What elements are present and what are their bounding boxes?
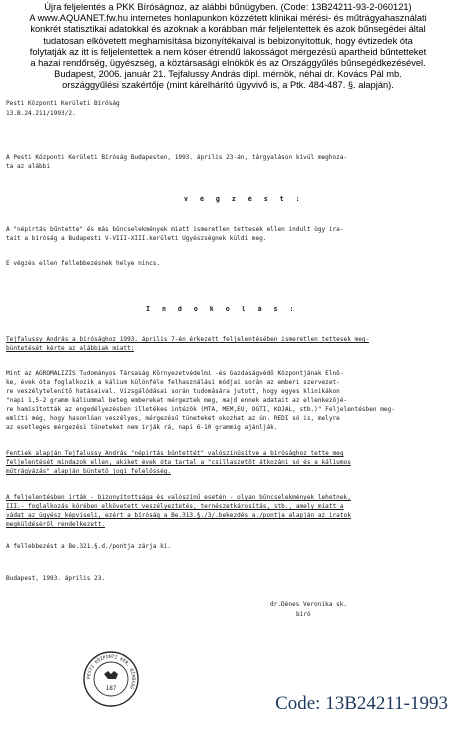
decision-line: A "népirtás bűntette" és más bűncselekmények miatt ismeretlen tettesek ellen indult ügy ira-: [6, 226, 344, 233]
intro-line: A Pesti Központi Kerületi Bíróság Budapesten, 1993. április 23-án, tárgyaláson kívül meghoza-: [6, 154, 348, 161]
case-number: 13.B.24.211/1993/2.: [6, 110, 76, 117]
header-line: a hazai rendőrség, ügyészség, a köztársasági elnökök és az Országgyűlés bűnsegédkezésével.: [30, 58, 426, 69]
stamp-number: 187: [105, 685, 117, 692]
reason-line: megküldéséről rendelkezett.: [6, 521, 106, 528]
reason-line: műtrágyázás" alapján büntető jogi felelősség.: [6, 468, 172, 475]
header-line: Budapest, 2006. január 21. Tejfalussy András dipl. mérnök, néhai dr. Kovács Pál mb.: [54, 69, 402, 80]
reason-line: III.- foglalkozás körében elkövetett veszélyeztetés, ternészetkárosítás, stb., amely miatt a: [6, 503, 344, 510]
reason-line: A feljelentésben írták - bizonyítottsága és valószínű esetén - olyan bűncselekmények lehetnek,: [6, 494, 351, 501]
header-line: A www.AQUANET.fw.hu internetes honlapunkon közzétett klinikai mérési- és műtrágyahasználati: [29, 13, 427, 24]
reason-line: feljelentését mindazok ellen, akiket évek óta tartal a "csillaszetőt átkozáni só és a káliumos: [6, 459, 351, 466]
header-line: konkrét statisztikai adatokkal és azoknak a korábban már feljelentettek és azok bűnsegédei által: [30, 24, 426, 35]
stamp-text: PESTI KÖZPONTI KER. BÍRÓSÁG: [86, 654, 136, 690]
reason-line: re veszélytelenítő hatásaival. Vizsgálódásai során tudomására jutott, hogy egyes klinikákon: [6, 388, 340, 395]
reason-line: büntetését kérte az alábbiak miatt:: [6, 345, 135, 352]
no-appeal-line: E végzés ellen fellebbezésnek helye nincs.: [6, 260, 161, 267]
header-line: folytatják az itt is feljelentettek a nem kóser étrendű lakosságot mérgezésü apartheid bűntetteket: [29, 46, 427, 57]
coat-of-arms-icon: [104, 671, 118, 679]
header-line: országgyűlési szakértője (mint kárelhárító ügyvivő is, a Ptk. 484-487. §. alapján).: [62, 80, 394, 91]
reason-line: Fentiek alapján Tejfalussy András "népirtás bűntettét" valószínűsítve a bírósághoz tette meg: [6, 450, 344, 457]
decision-line: tait a bíróság a Budapesti V-VIII-XIII.kerületi Ügyészségnek küldi meg.: [6, 235, 267, 242]
reason-line: "napi 1,5-2 gramm káliummal beteg emberekat mérgeztek meg, majd ennek adatait az ellenkezőjé-: [6, 397, 348, 404]
reason-line: Tejfalussy András a bírósághoz 1993. április 7-én érkezett feljelentésében ismeretlen tettesek meg-: [6, 336, 370, 343]
document-code: Code: 13B24211-1993: [275, 693, 448, 714]
judge-title: bíró: [296, 611, 311, 618]
reason-line: Mint az AGROMALIZIS Tudományos Társaság Környezetvédelmi -és Gazdaságvédő Központjának Elnö-: [6, 370, 344, 377]
decision-heading: v é g z é s t :: [184, 196, 304, 203]
court-stamp: [82, 650, 140, 708]
header-line: tudatosan elkövetett meghamisítása bizonyítékaival is bebizonyítottuk, hogy évtizedek óta: [43, 35, 413, 46]
appeal-basis-line: A fellebbezést a Be.321.§.d./pontja zárja ki.: [6, 543, 172, 550]
reason-line: az esetleges mérgezési tüneteket nem írják rá, napi 6-10 grammig ajánlják.: [6, 424, 278, 431]
reason-line: vádat az ügyész képviseli, ezért a bíróság a Be.313.§./3/.bekezdés a./pontja alapján az iratok: [6, 512, 351, 519]
reason-line: ke, évek óta foglalkozik a kálium különféle felhasználási módjai során az emberi szervezet-: [6, 379, 340, 386]
reason-line: említi még, hogy hasonlóan veszélyes, mérgezésű tüneteket okozhat az ún. REDI só is, melyre: [6, 415, 340, 422]
intro-line: ta az alábbi: [6, 163, 51, 170]
reasons-heading: I n d o k o l á s :: [146, 306, 298, 313]
header-line: Újra feljelentés a PKK Bíróságnoz, az alábbi bűnügyben. (Code: 13B24211-93-2-060121): [44, 2, 412, 12]
judge-name: dr.Dénes Veronika sk.: [270, 601, 348, 608]
reason-line: re hamisították az engedélyezésben illetékes intézők (MTA, MÉM,EÜ, ÖGTI, KÖJÁL, stb.)" Feljelentésben meg-: [6, 406, 395, 413]
court-name: Pesti Központi Kerületi Bíróság: [6, 100, 120, 107]
place-date: Budapest, 1993. április 23.: [6, 575, 106, 582]
